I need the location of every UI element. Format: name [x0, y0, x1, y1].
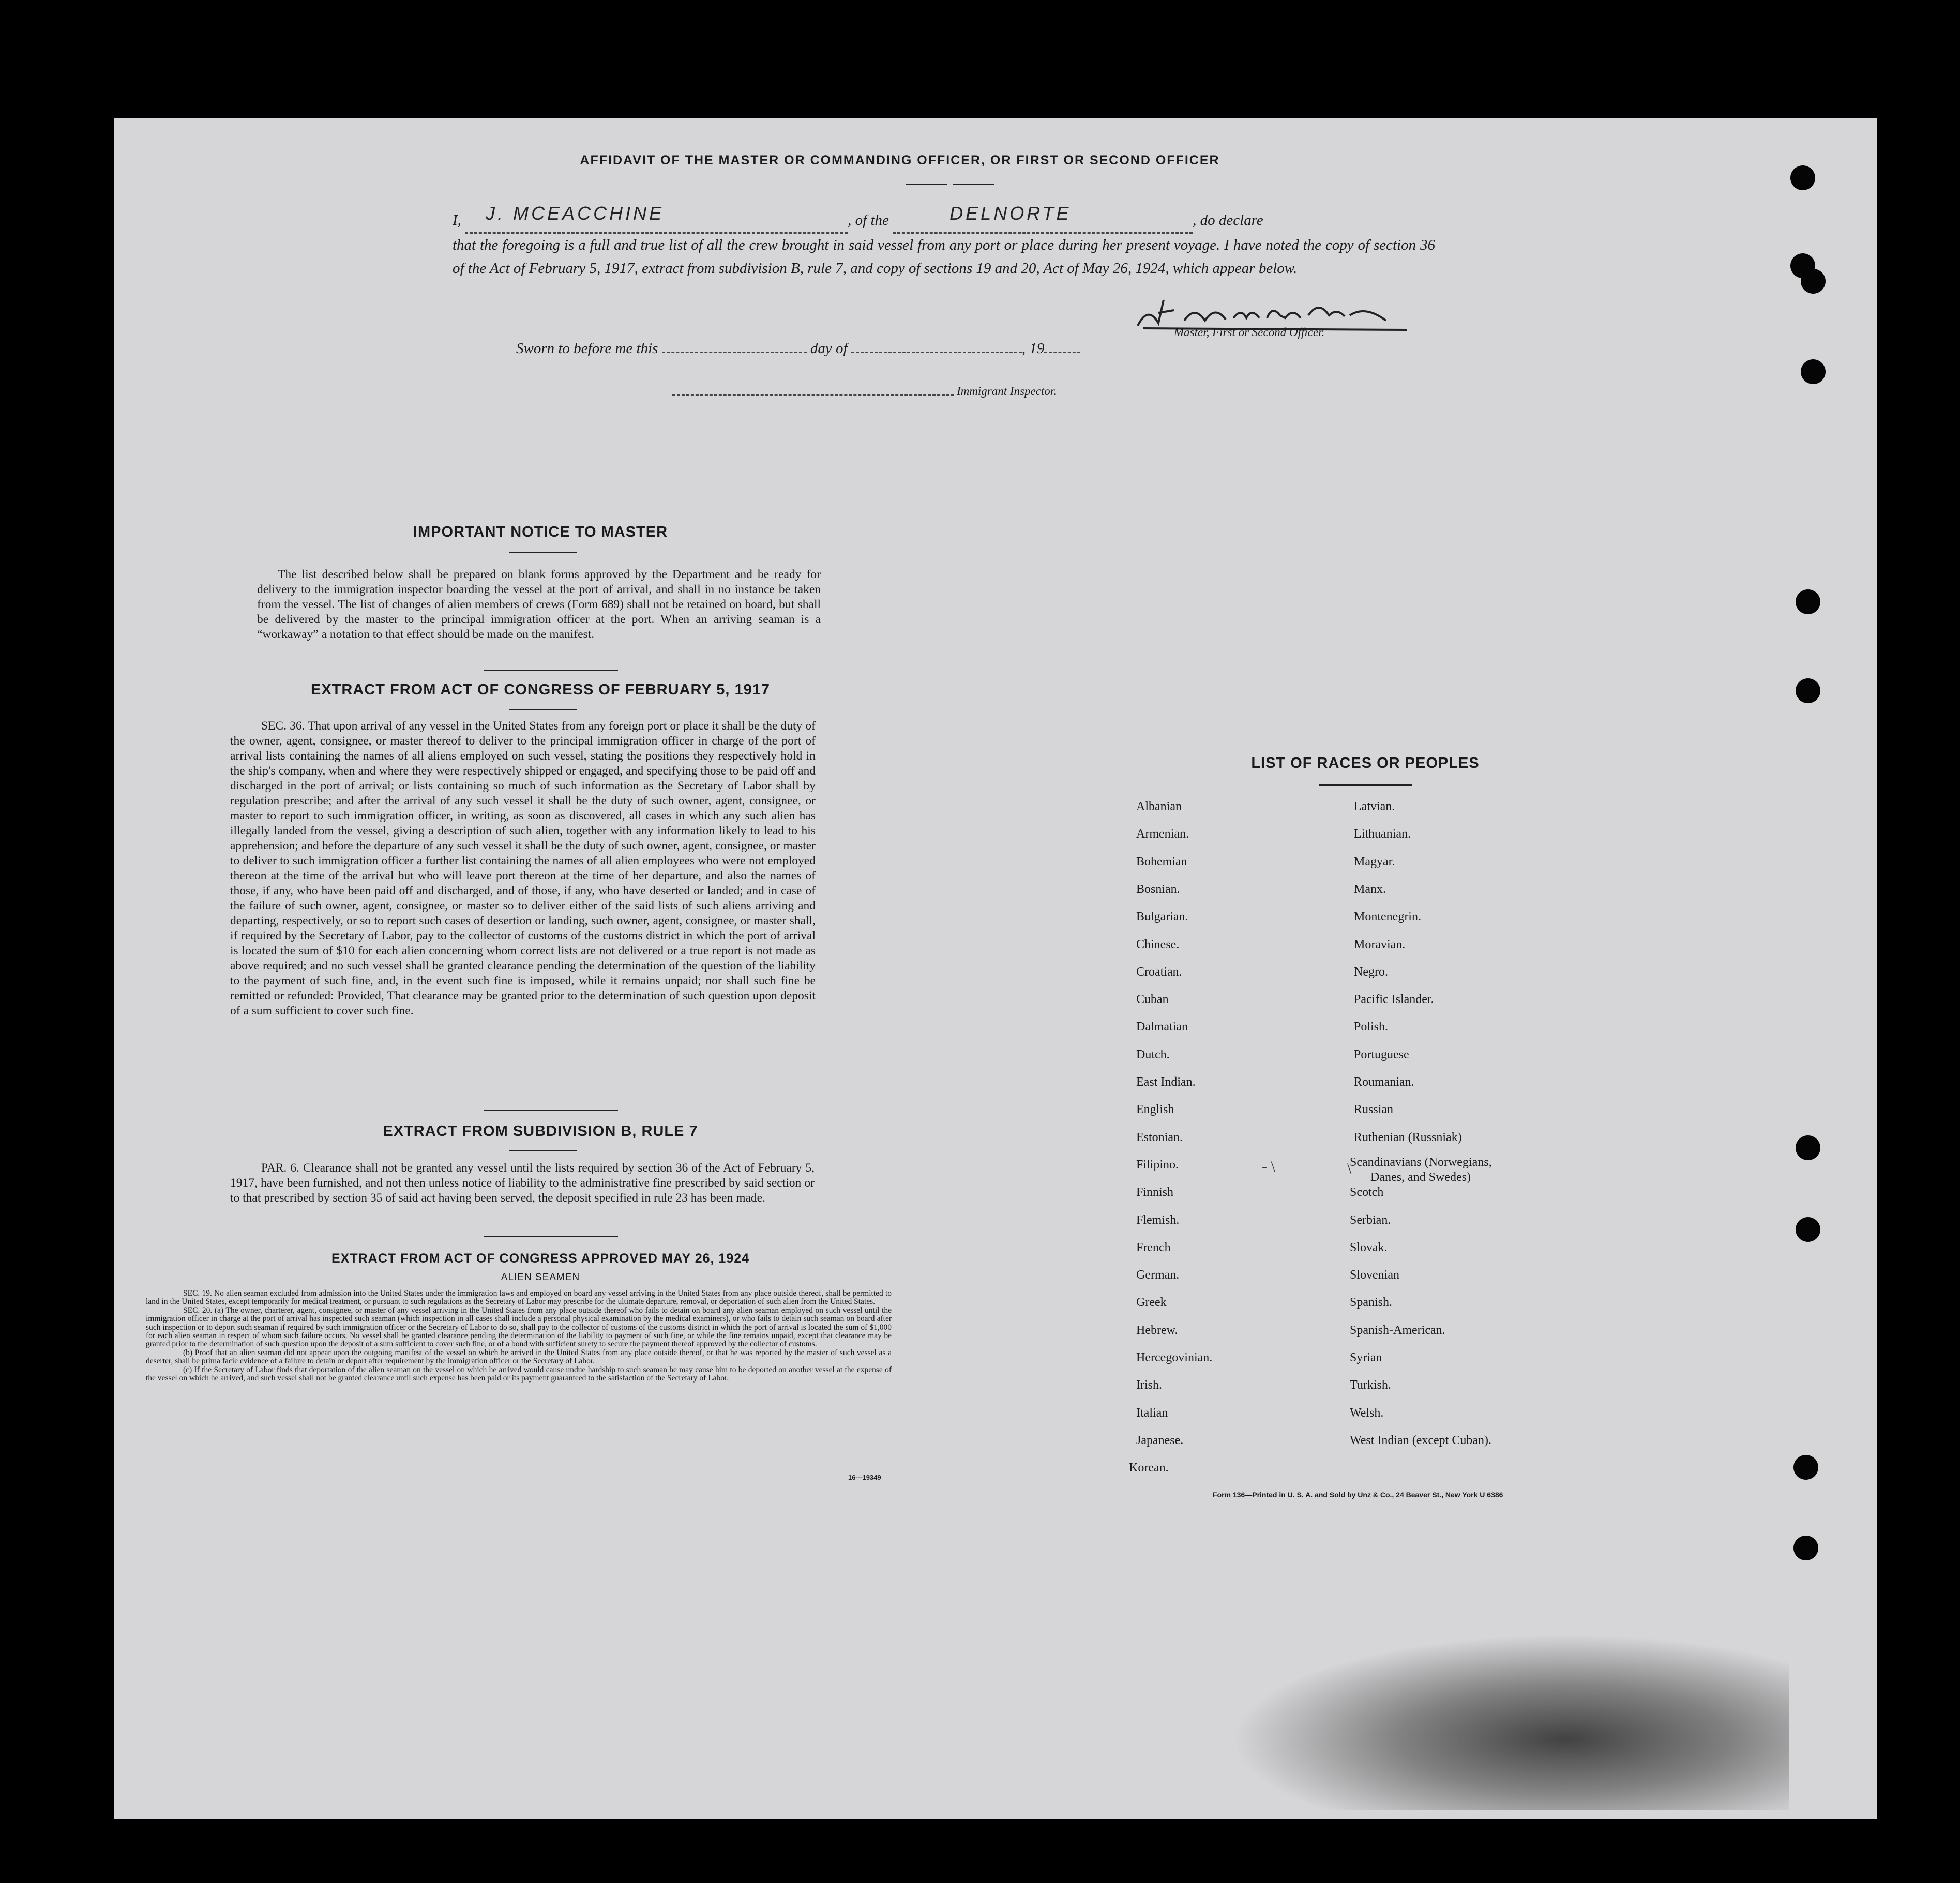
- binder-hole: [1790, 165, 1815, 190]
- divider: [484, 1236, 618, 1237]
- race-item: Portuguese: [1354, 1047, 1409, 1061]
- binder-hole: [1793, 1536, 1818, 1560]
- notice-title: IMPORTANT NOTICE TO MASTER: [413, 524, 668, 540]
- race-item: Cuban: [1136, 993, 1169, 1007]
- divider: [509, 709, 577, 710]
- race-item: Pacific Islander.: [1354, 993, 1434, 1007]
- inspector-signature-field: [672, 394, 954, 396]
- race-item: Lithuanian.: [1354, 827, 1411, 841]
- subdivision-b-title: EXTRACT FROM SUBDIVISION B, RULE 7: [383, 1123, 698, 1140]
- extract-1924-subtitle: ALIEN SEAMEN: [501, 1272, 580, 1283]
- scan-smudge: [1231, 1634, 1789, 1810]
- pen-mark: \: [1347, 1160, 1352, 1177]
- race-item: Manx.: [1354, 882, 1386, 896]
- binder-hole: [1796, 678, 1820, 703]
- race-item: Moravian.: [1354, 937, 1406, 951]
- binder-hole: [1796, 1135, 1820, 1160]
- race-item: Filipino.: [1136, 1158, 1179, 1172]
- race-item: Montenegrin.: [1354, 910, 1421, 924]
- affidavit-declaration: [453, 203, 1435, 280]
- race-item: English: [1136, 1103, 1174, 1117]
- binder-hole: [1796, 1217, 1820, 1242]
- race-item: Slovak.: [1350, 1240, 1388, 1254]
- vessel-name-field: [893, 203, 1193, 234]
- race-item: Estonian.: [1136, 1130, 1183, 1144]
- divider: [906, 184, 947, 185]
- races-title: LIST OF RACES OR PEOPLES: [1251, 755, 1480, 771]
- sec-20b-text: (b) Proof that an alien seaman did not appear upon the outgoing manifest of the vessel on which he arrived in the United States from any place outside thereof, or that he was reported by the master of such vessel as a deserter, shall be prima facie evidence of a failure to detain or deport after requirement by the immigration officer or the Secretary of Labor.: [146, 1348, 892, 1366]
- declaration-body: that the foregoing is a full and true list of all the crew brought in said vessel from any port or place during her present voyage. I have noted the copy of section 36 of the Act of February 5, 1917, extract from subdivision B, rule 7, and copy of sections 19 and 20, Act of May 26, 1924, which appear below.: [453, 237, 1435, 277]
- signature-label: Master, First or Second Officer.: [1174, 326, 1325, 339]
- vessel-name-handwritten: DELNORTE: [949, 203, 1072, 224]
- race-item: Japanese.: [1136, 1433, 1184, 1447]
- race-item: Scotch: [1350, 1186, 1384, 1199]
- race-item: Spanish.: [1350, 1296, 1393, 1310]
- extract-1917-title: EXTRACT FROM ACT OF CONGRESS OF FEBRUARY 5, 1917: [310, 681, 771, 698]
- race-item: Latvian.: [1354, 800, 1395, 813]
- race-item: Bulgarian.: [1136, 910, 1188, 924]
- race-item: Scandinavians (Norwegians,: [1350, 1155, 1492, 1169]
- race-item: Syrian: [1350, 1351, 1382, 1364]
- race-item: Serbian.: [1350, 1213, 1391, 1227]
- race-item: Irish.: [1136, 1378, 1162, 1392]
- affidavit-title: AFFIDAVIT OF THE MASTER OR COMMANDING OFFICER, OR FIRST OR SECOND OFFICER: [580, 153, 1220, 168]
- binder-hole: [1796, 589, 1820, 614]
- race-item: Korean.: [1129, 1461, 1169, 1475]
- race-item: Italian: [1136, 1406, 1168, 1420]
- race-item: Polish.: [1354, 1020, 1389, 1034]
- sec-19-text: SEC. 19. No alien seaman excluded from admission into the United States under the immigration laws and employed on board any vessel arriving in the United States from any place outside thereof, shall be permitted to land in the United States, except temporarily for medical treatment, or pursuant to such regulations as the Secretary of Labor may prescribe for the ultimate departure, removal, or deportation of such alien from the United States.: [146, 1289, 892, 1307]
- race-item: Chinese.: [1136, 937, 1180, 951]
- sworn-year-field: [1044, 352, 1080, 353]
- sworn-text-1: Sworn to before me this: [516, 340, 658, 357]
- divider: [484, 1110, 618, 1111]
- divider: [509, 1150, 577, 1151]
- master-name-handwritten: J. MCEACCHINE: [486, 203, 665, 224]
- race-item: Bohemian: [1136, 855, 1187, 869]
- race-item: West Indian (except Cuban).: [1350, 1433, 1491, 1447]
- race-item: Magyar.: [1354, 855, 1395, 869]
- sworn-line: [516, 340, 1080, 357]
- extract-1924-title: EXTRACT FROM ACT OF CONGRESS APPROVED MAY 26, 1924: [331, 1251, 750, 1266]
- race-item: Flemish.: [1136, 1213, 1180, 1227]
- divider: [484, 670, 618, 671]
- form-number: 16—19349: [848, 1474, 881, 1481]
- race-item: Armenian.: [1136, 827, 1189, 841]
- sec-20a-text: SEC. 20. (a) The owner, charterer, agent, consignee, or master of any vessel arriving in the United States from any place outside thereof who fails to detain on board any alien seaman employed on such vessel until the immigration officer in charge at the port of arrival has inspected such seaman (which inspection in all cases shall include a personal physical examination by the medical examiners), or who fails to detain such seaman on board after such inspection or to deport such seaman if required by such immigration officer or the Secretary of Labor to do so, shall pay to the collector of customs of the customs district in which the port of arrival is located the sum of $1,000 for each alien seaman in respect of whom such failure occurs. No vessel shall be granted clearance pending the determination of the liability to payment of such fine, or while the fine remains unpaid, except that clearance may be granted prior to the determination of such question upon the deposit of a sum sufficient to cover such fine, or of a bond with sufficient surety to secure the payment thereof approved by the collector of customs.: [146, 1305, 892, 1349]
- race-item: Albanian: [1136, 800, 1182, 813]
- notice-body: The list described below shall be prepared on blank forms approved by the Department and be ready for delivery to the immigration inspector boarding the vessel at the port of arrival, and shall in no instance be taken from the vessel. The list of changes of alien members of crews (Form 689) shall not be retained on board, but shall be delivered by the master to the principal immigration officer at the port. When an arriving seaman is a “workaway” a notation to that effect should be made on the manifest.: [257, 568, 821, 641]
- race-item: Bosnian.: [1136, 882, 1180, 896]
- race-item: Ruthenian (Russniak): [1354, 1130, 1462, 1144]
- printer-footnote: Form 136—Printed in U. S. A. and Sold by Unz & Co., 24 Beaver St., New York U 6386: [1213, 1491, 1503, 1499]
- race-item: French: [1136, 1240, 1171, 1254]
- sec-20c-text: (c) If the Secretary of Labor finds that deportation of the alien seaman on the vessel on which he arrived would cause undue hardship to such seaman he may cause him to be deported on another vessel at the expense of the vessel on which he arrived, and such vessel shall not be granted clearance until such expense has been paid or its payment guaranteed to the satisfaction of the Secretary of Labor.: [146, 1365, 892, 1383]
- race-item: Spanish-American.: [1350, 1323, 1445, 1337]
- race-item: Welsh.: [1350, 1406, 1384, 1420]
- pen-mark: - \: [1262, 1158, 1275, 1175]
- race-item: Dalmatian: [1136, 1020, 1188, 1034]
- binder-hole: [1801, 269, 1826, 294]
- race-item: Negro.: [1354, 965, 1388, 979]
- race-item: Slovenian: [1350, 1268, 1399, 1282]
- master-name-field: [465, 203, 848, 234]
- declaration-i: I,: [453, 212, 461, 229]
- binder-hole: [1793, 1455, 1818, 1480]
- race-item: Hercegovinian.: [1136, 1351, 1213, 1364]
- race-item: Dutch.: [1136, 1047, 1170, 1061]
- sworn-text-3: , 19: [1021, 340, 1045, 357]
- divider: [1319, 784, 1412, 786]
- declaration-do-declare: , do declare: [1193, 212, 1263, 229]
- sworn-text-2: day of: [810, 340, 848, 357]
- divider: [509, 552, 577, 553]
- extract-1924-body: [146, 1289, 892, 1383]
- race-item: Finnish: [1136, 1186, 1174, 1199]
- race-item: Croatian.: [1136, 965, 1182, 979]
- race-item: Greek: [1136, 1296, 1167, 1310]
- race-item: Russian: [1354, 1103, 1394, 1117]
- binder-hole: [1801, 359, 1826, 384]
- race-item: Turkish.: [1350, 1378, 1391, 1392]
- race-item: German.: [1136, 1268, 1180, 1282]
- divider: [953, 184, 994, 185]
- race-item: Hebrew.: [1136, 1323, 1178, 1337]
- inspector-label: Immigrant Inspector.: [957, 385, 1057, 398]
- race-item: Danes, and Swedes): [1370, 1170, 1471, 1184]
- sworn-month-field: [851, 352, 1022, 353]
- sworn-day-field: [662, 352, 807, 353]
- declaration-of-the: , of the: [848, 212, 889, 229]
- race-item: Roumanian.: [1354, 1075, 1414, 1089]
- extract-1917-body: SEC. 36. That upon arrival of any vessel in the United States from any foreign port or place it shall be the duty of the owner, agent, consignee, or master thereof to deliver to the principal immigration officer in charge of the port of arrival lists containing the names of all aliens employed on such vessel, stating the positions they respectively hold in the ship's company, when and where they were respectively shipped or engaged, and specifying those to be paid off and discharged in the port of arrival; or lists containing so much of such information as the Secretary of Labor shall by regulation prescribe; and after the arrival of any such vessel it shall be the duty of such owner, agent, consignee, or master to report to such immigration officer, in writing, as soon as discovered, all cases in which any such alien has illegally landed from the vessel, giving a description of such alien, together with any information likely to lead to his apprehension; and before the departure of any such vessel it shall be the duty of such owner, agent, consignee, or master to deliver to such immigration officer a further list containing the names of all alien employees who were not employed thereon at the time of the arrival but who will leave port thereon at the time of her departure, and also the names of those, if any, who have been paid off and discharged, and of those, if any, who have deserted or landed; and in case of the failure of such owner, agent, consignee, or master so to deliver either of the said lists of such aliens arriving and departing, respectively, or so to report such cases of desertion or landing, such owner, agent, consignee, or master shall, if required by the Secretary of Labor, pay to the collector of customs of the customs district in which the port of arrival is located the sum of $10 for each alien concerning whom correct lists are not delivered or a true report is not made as above required; and no such vessel shall be granted clearance pending the determination of the question of the liability to the payment of such fine, and, in the event such fine is imposed, while it remains unpaid; nor shall such fine be remitted or refunded: Provided, That clearance may be granted prior to the determination of such question upon deposit of a sum sufficient to cover such fine.: [230, 719, 816, 1018]
- race-item: East Indian.: [1136, 1075, 1196, 1089]
- subdivision-b-body: PAR. 6. Clearance shall not be granted any vessel until the lists required by section 36 of the Act of February 5, 1917, have been furnished, and not then unless notice of liability to the administrative fine prescribed by said section or to that prescribed by section 35 of said act having been served, the deposit specified in rule 23 has been made.: [230, 1161, 815, 1205]
